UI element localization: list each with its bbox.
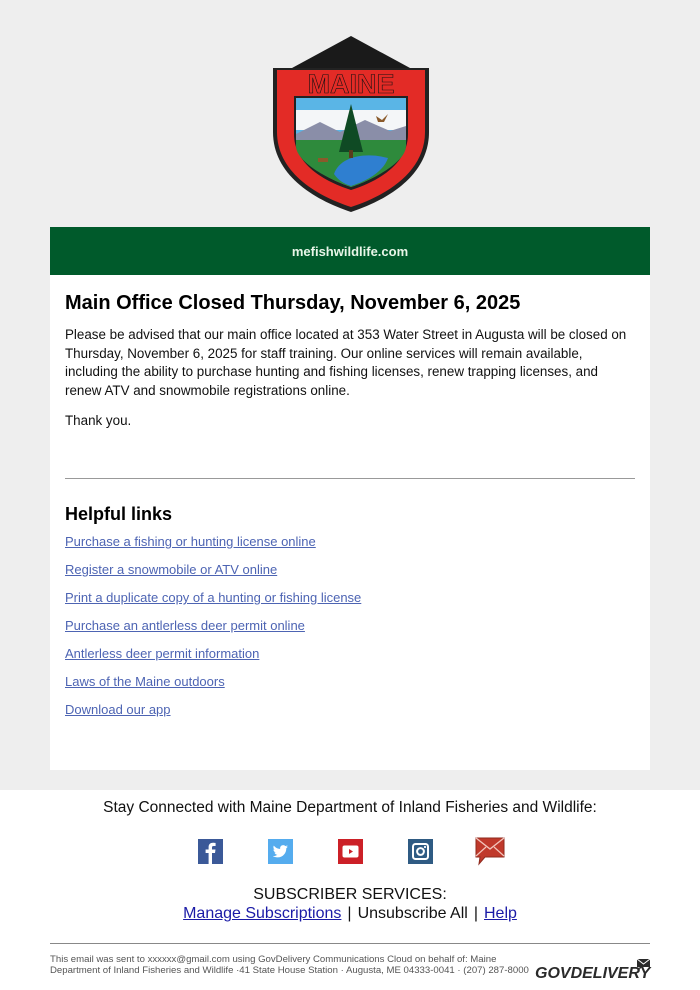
- article-title: Main Office Closed Thursday, November 6, 2025: [65, 292, 521, 314]
- maine-ifw-shield-logo: [270, 34, 432, 214]
- link-laws-maine-outdoors[interactable]: Laws of the Maine outdoors: [65, 674, 225, 689]
- helpful-links-list: [65, 534, 635, 718]
- email-icon[interactable]: [474, 835, 506, 867]
- footer-fine-print: This email was sent to xxxxxx@gmail.com using GovDelivery Communications Cloud on behalf of: Maine Department of Inland Fisheries and Wildlife ·41 State House Station · Augusta, ME 04333-0041 · (207) 287-8000: [50, 954, 529, 976]
- link-download-app[interactable]: Download our app: [65, 702, 171, 717]
- email-content-card: [50, 275, 650, 770]
- social-links: [0, 830, 700, 870]
- link-purchase-license[interactable]: Purchase a fishing or hunting license online: [65, 534, 316, 549]
- link-purchase-antlerless-permit[interactable]: Purchase an antlerless deer permit online: [65, 618, 305, 633]
- article-body: Please be advised that our main office located at 353 Water Street in Augusta will be closed on Thursday, November 6, 2025 for staff training. Our online services will remain available, including the ability to purchase hunting and fishing licenses, renew trapping licenses, and renew ATV and snowmobile registrations online.: [65, 327, 627, 398]
- separator: |: [473, 905, 478, 922]
- site-url-text[interactable]: mefishwildlife.com: [291, 243, 409, 259]
- youtube-icon[interactable]: [338, 839, 363, 864]
- email-footer: [0, 790, 700, 988]
- link-antlerless-permit-info[interactable]: Antlerless deer permit information: [65, 646, 260, 661]
- section-divider: [65, 478, 635, 479]
- subscriber-services-title: SUBSCRIBER SERVICES:: [253, 886, 447, 903]
- help-link[interactable]: Help: [484, 905, 517, 922]
- helpful-links-heading: Helpful links: [65, 504, 173, 524]
- separator: |: [347, 905, 352, 922]
- article-closing: Thank you.: [65, 413, 132, 428]
- svg-text:GOVDELIVERY: GOVDELIVERY: [535, 965, 651, 982]
- subscriber-services-links: [0, 904, 700, 923]
- twitter-icon[interactable]: [268, 839, 293, 864]
- manage-subscriptions-link[interactable]: Manage Subscriptions: [183, 905, 342, 922]
- footer-divider: [50, 943, 650, 944]
- svg-text:MAINE: MAINE: [307, 69, 395, 99]
- govdelivery-logo: [535, 955, 653, 985]
- link-register-snowmobile-atv[interactable]: Register a snowmobile or ATV online: [65, 562, 278, 577]
- instagram-icon[interactable]: [408, 839, 433, 864]
- unsubscribe-all-link[interactable]: Unsubscribe All: [357, 905, 468, 922]
- facebook-icon[interactable]: [198, 839, 223, 864]
- stay-connected-text: Stay Connected with Maine Department of Inland Fisheries and Wildlife:: [103, 799, 597, 816]
- site-banner: [50, 227, 650, 275]
- link-print-duplicate-license[interactable]: Print a duplicate copy of a hunting or fishing license: [65, 590, 362, 605]
